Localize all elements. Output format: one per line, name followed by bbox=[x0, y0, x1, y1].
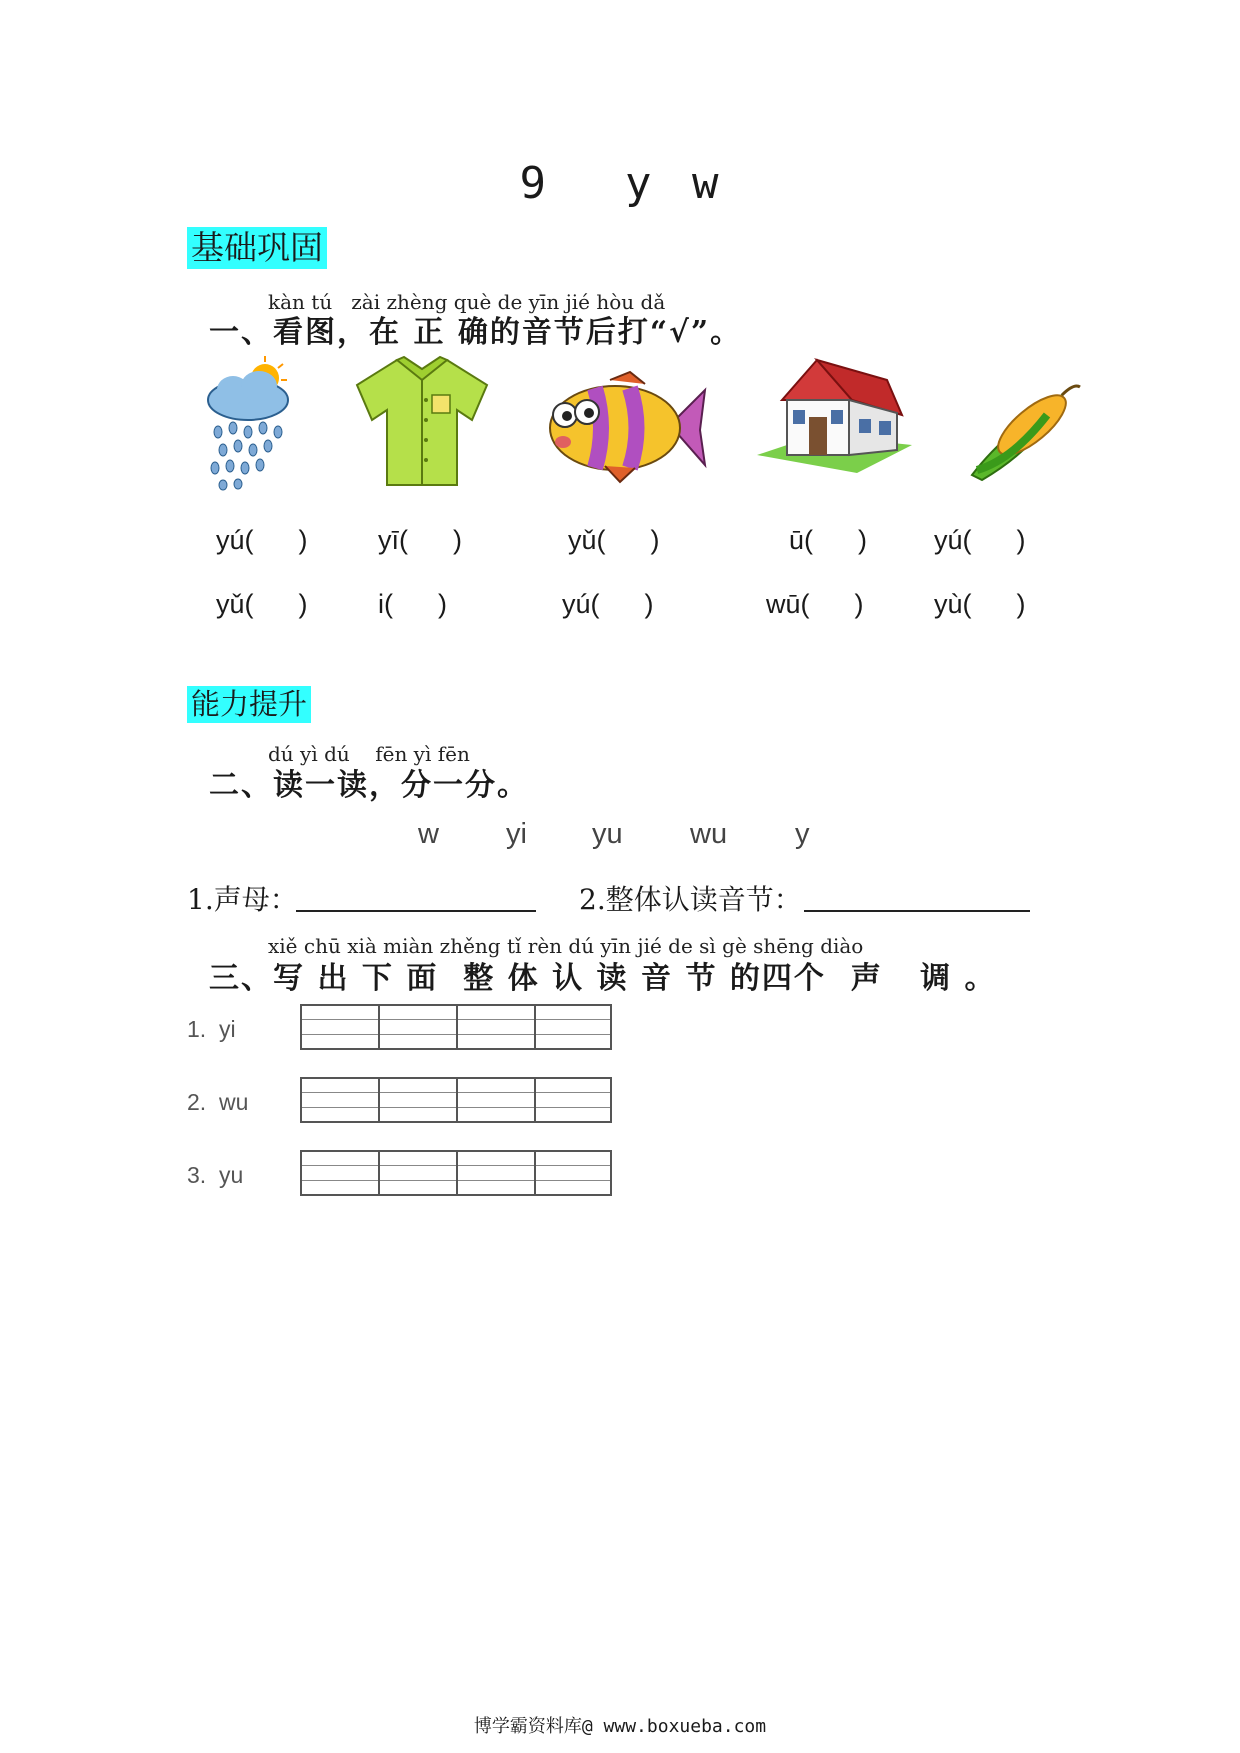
q1-option-1-3[interactable]: yǔ( ) bbox=[568, 525, 660, 555]
tone-writing-grid-wu[interactable] bbox=[300, 1077, 612, 1123]
letter-item: wu bbox=[690, 818, 728, 850]
q2-heading: 二、读一读，分一分。 bbox=[209, 768, 529, 803]
q1-option-1-5[interactable]: yú( ) bbox=[934, 525, 1026, 555]
whole-syllables-answer-line[interactable] bbox=[804, 910, 1030, 912]
q1-pinyin: kàn tú zài zhèng què de yīn jié hòu dǎ bbox=[268, 290, 666, 314]
tone-writing-grid-yi[interactable] bbox=[300, 1004, 612, 1050]
q1-option-1-1[interactable]: yú( ) bbox=[216, 525, 308, 555]
letter-item: yi bbox=[506, 818, 527, 850]
q3-pinyin: xiě chū xià miàn zhěng tǐ rèn dú yīn jié de sì gè shēng diào bbox=[268, 934, 864, 958]
q1-option-2-1[interactable]: yǔ( ) bbox=[216, 589, 308, 619]
q1-option-2-3[interactable]: yú( ) bbox=[562, 589, 654, 619]
q1-option-1-2[interactable]: yī( ) bbox=[378, 525, 462, 555]
initials-label: 1.声母： bbox=[187, 883, 298, 916]
house-image bbox=[757, 355, 912, 475]
shirt-image bbox=[352, 355, 492, 490]
section-tag-basics: 基础巩固 bbox=[187, 227, 327, 269]
q2-pinyin: dú yì dú fēn yì fēn bbox=[268, 742, 470, 766]
letter-item: yu bbox=[592, 818, 623, 850]
q1-option-2-2[interactable]: i( ) bbox=[378, 589, 447, 619]
corn-image bbox=[962, 375, 1082, 485]
whole-syllables-label: 2.整体认读音节： bbox=[579, 883, 802, 916]
q1-option-2-5[interactable]: yù( ) bbox=[934, 589, 1026, 619]
tone-row-label-yu: 3. yu bbox=[187, 1162, 244, 1188]
tone-writing-grid-yu[interactable] bbox=[300, 1150, 612, 1196]
q1-heading: 一、看图，在 正 确的音节后打“√”。 bbox=[209, 315, 743, 350]
rain-cloud-image bbox=[203, 352, 303, 492]
fish-image bbox=[535, 370, 710, 485]
initials-answer-line[interactable] bbox=[296, 910, 536, 912]
section-tag-advance: 能力提升 bbox=[187, 686, 311, 723]
letter-item: w bbox=[418, 818, 439, 850]
q3-heading: 三、写 出 下 面 整 体 认 读 音 节 的四个 声 调 。 bbox=[209, 961, 997, 996]
page-title: 9 y w bbox=[519, 158, 721, 209]
letter-item: y bbox=[795, 818, 810, 850]
q1-option-1-4[interactable]: ū( ) bbox=[789, 525, 868, 555]
letter-list bbox=[0, 818, 1240, 858]
tone-row-label-yi: 1. yi bbox=[187, 1016, 236, 1042]
tone-row-label-wu: 2. wu bbox=[187, 1089, 249, 1115]
q1-option-2-4[interactable]: wū( ) bbox=[766, 589, 864, 619]
footer-source: 博学霸资料库@ www.boxueba.com bbox=[473, 1716, 767, 1737]
